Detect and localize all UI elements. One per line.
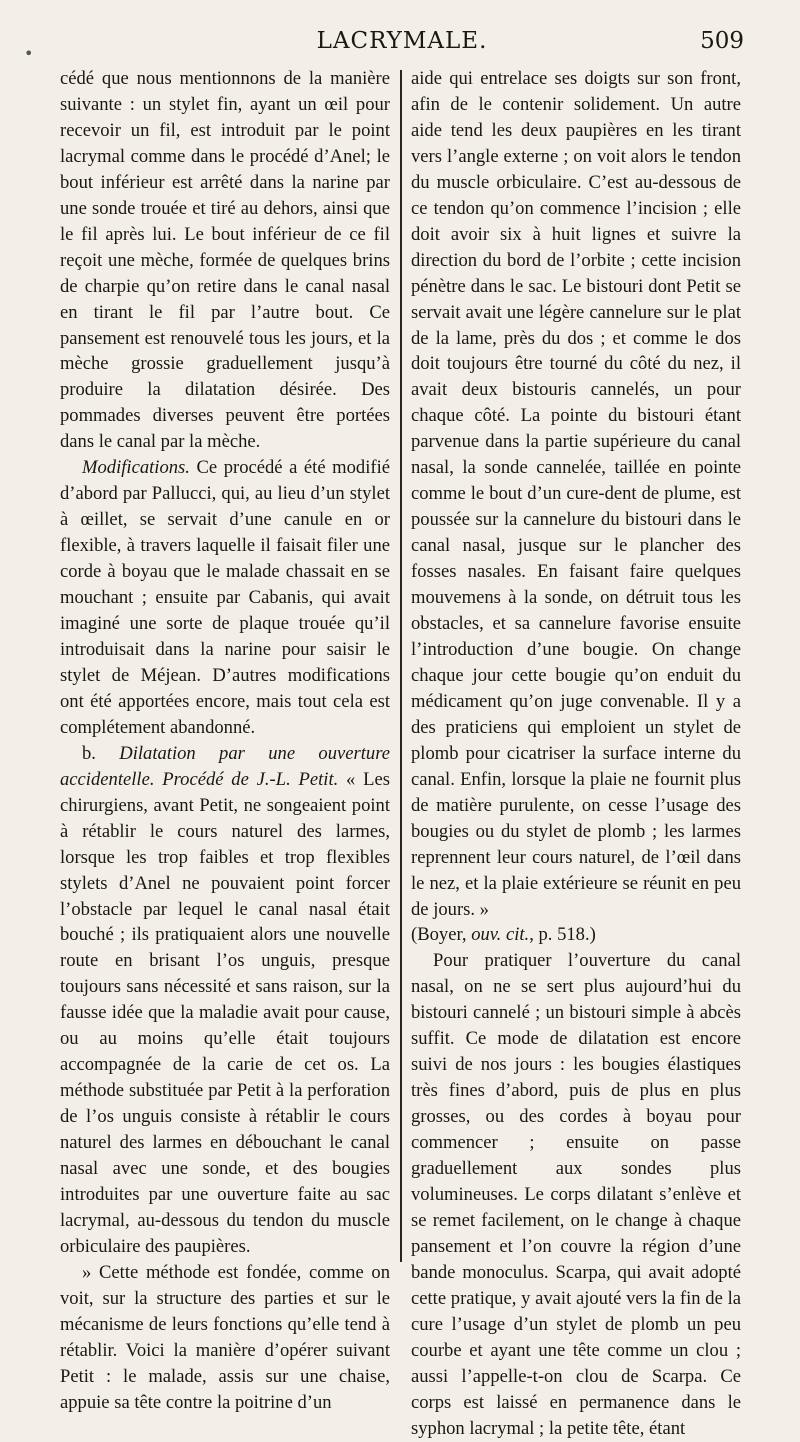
section-label: Modifications. bbox=[82, 457, 190, 479]
paragraph-modifications bbox=[60, 455, 390, 740]
left-column bbox=[60, 66, 390, 1416]
paragraph-text: Ce procédé a été modifié d’abord par Pallucci, qui, au lieu d’un stylet à œillet, se servait d’une canule en or flexible, à travers laquelle il faisait filer une corde à boyau que le malade chassait en se mouchant ; ensuite par Cabanis, qui avait imaginé une sorte de plaque trouée qu’il introduisait dans la narine pour saisir le stylet de Méjean. D’autres modifications ont été apportées encore, mais tout cela est complétement abandonné. bbox=[60, 457, 390, 738]
citation-open: (Boyer, bbox=[411, 924, 472, 946]
right-column bbox=[411, 66, 741, 1442]
paragraph-text: « Les chirurgiens, avant Petit, ne songeaient point à rétablir le cours naturel des larmes, lorsque les trop faibles et trop flexibles stylets d’Anel ne pouvaient point forcer l’obstacle par lequel le canal nasal était bouché ; ils pratiquaient alors une nouvelle route en brisant l’os unguis, presque toujours sans nécessité et sans raison, sur la fausse idée que la maladie avait pour cause, ou au moins qu’elle était toujours accompagnée de la carie de cet os. La méthode substituée par Petit à la perforation de l’os unguis consiste à rétablir le cours naturel des larmes en débouchant le canal nasal avec une sonde, et des bougies introduites par une ouverture faite au sac lacrymal, au-dessous du tendon du muscle orbiculaire des paupières. bbox=[60, 768, 390, 1257]
paragraph: Pour pratiquer l’ouverture du canal nasal, on ne se sert plus aujourd’hui du bistouri cannelé ; un bistouri simple à abcès suffit. Ce mode de dilatation est encore suivi de nos jours : les bougies élastiques très fines d’abord, puis de plus en plus grosses, ou des cordes à boyau pour commencer ; ensuite on passe graduellement aux sondes plus volumineuses. Le corps dilatant s’enlève et se remet facilement, on le change à chaque pansement et l’on couvre la région d’une bande monoculus. Scarpa, qui avait adopté cette pratique, y avait ajouté vers la fin de la cure l’usage d’un stylet de plomb un peu courbe et ayant une tête comme un clou ; aussi l’appelle-t-on clou de Scarpa. Ce corps est laissé en permanence dans le syphon lacrymal ; la petite tête, étant bbox=[411, 950, 741, 1439]
section-letter: b. bbox=[82, 742, 120, 764]
page-number: 509 bbox=[700, 28, 744, 54]
paragraph-text: aide qui entrelace ses doigts sur son front, afin de le contenir solidement. Un autre aide tend les deux paupières en les tirant vers l’angle externe ; on voit alors le tendon du muscle orbiculaire. C’est au-dessous de ce tendon qu’on commence l’incision ; elle doit avoir six à huit lignes et suivre la direction du bord de l’orbite ; cette incision pénètre dans le sac. Le bistouri dont Petit se servait avait une légère cannelure sur le plat de la lame, près du dos ; et comme le dos doit toujours être tourné du côté du nez, il avait deux bistouris cannelés, un pour chaque côté. La pointe du bistouri étant parvenue dans la partie supérieure du canal nasal, la sonde cannelée, taillée en pointe comme le bout d’un cure-dent de plume, est poussée sur la cannelure du bistouri dans le canal nasal, jusque sur le plancher des fosses nasales. En faisant faire quelques mouvemens à la sonde, on détruit tous les obstacles, et sa cannelure favorise ensuite l’introduction d’une bougie. On change chaque jour cette bougie qu’on enduit du médicament qu’on juge convenable. Il y a des praticiens qui emploient un stylet de plomb pour cicatriser la surface interne du canal. Enfin, lorsque la plaie ne fournit plus de matière purulente, on cesse l’usage des bougies ou du stylet de plomb ; les larmes reprennent leur cours naturel, de l’œil dans le nez, et la plaie extérieure se réunit en peu de jours. » bbox=[411, 68, 741, 920]
corner-mark: • bbox=[24, 44, 34, 63]
paragraph-petit bbox=[60, 741, 390, 1260]
paragraph: cédé que nous mentionnons de la manière suivante : un stylet fin, ayant un œil pour recevoir un fil, est introduit par le point lacrymal comme dans le procédé d’Anel; le bout inférieur est arrêté dans la narine par une sonde trouée et tiré au dehors, ainsi que le fil après lui. Le bout inférieur de ce fil reçoit une mèche, formée de quelques brins de charpie qu’on retire dans le canal nasal en tirant le fil par l’autre bout. Ce pansement est renouvelé tous les jours, et la mèche grossie graduellement jusqu’à produire la dilatation désirée. Des pommades diverses peuvent être portées dans le canal par la mèche. bbox=[60, 68, 390, 453]
section-title: Dilatation par une ouverture accidentelle. Procédé de J.-L. Petit. bbox=[60, 742, 390, 790]
citation-close: , p. 518.) bbox=[529, 924, 596, 946]
page-header bbox=[60, 28, 744, 62]
paragraph-with-citation bbox=[411, 66, 741, 948]
paragraph: » Cette méthode est fondée, comme on voit, sur la structure des parties et sur le mécanisme de leurs fonctions qu’elle tend à rétablir. Voici la manière d’opérer suivant Petit : le malade, assis sur une chaise, appuie sa tête contre la poitrine d’un bbox=[60, 1261, 390, 1413]
column-divider bbox=[400, 70, 402, 1262]
running-title: LACRYMALE. bbox=[316, 28, 488, 54]
citation-work: ouv. cit. bbox=[471, 924, 530, 946]
